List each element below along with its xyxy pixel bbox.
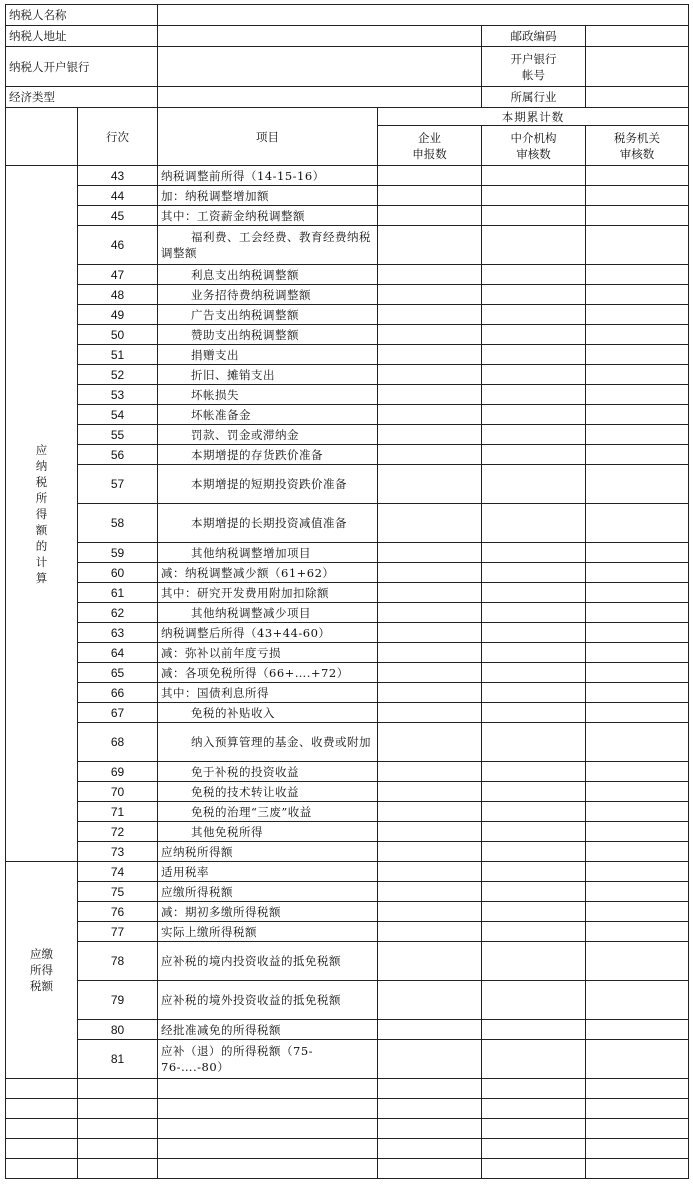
table-row	[6, 902, 689, 922]
row-item: 免税的技术转让收益	[158, 782, 378, 802]
agency-value[interactable]	[482, 365, 586, 385]
row-item: 坏帐损失	[158, 385, 378, 405]
row-number: 71	[78, 802, 158, 822]
row-item: 应补税的境内投资收益的抵免税额	[158, 942, 378, 981]
tax-value[interactable]	[586, 385, 689, 405]
row-item: 赞助支出纳税调整额	[158, 325, 378, 345]
tax-value[interactable]	[586, 762, 689, 782]
row-number: 72	[78, 822, 158, 842]
table-row	[6, 782, 689, 802]
agency-value[interactable]	[482, 1040, 586, 1079]
row-item: 其他纳税调整减少项目	[158, 603, 378, 623]
postal-code-field[interactable]	[586, 26, 689, 47]
tax-value[interactable]	[586, 643, 689, 663]
col-tax-line1: 税务机关	[614, 130, 660, 145]
agency-value[interactable]	[482, 563, 586, 583]
table-row	[6, 922, 689, 942]
row-item: 实际上缴所得税额	[158, 922, 378, 942]
enterprise-value[interactable]	[378, 405, 482, 425]
taxpayer-name-label: 纳税人名称	[6, 5, 158, 26]
tax-value[interactable]	[586, 723, 689, 762]
tax-value[interactable]	[586, 703, 689, 723]
enterprise-value[interactable]	[378, 305, 482, 325]
table-row	[6, 723, 689, 762]
agency-value[interactable]	[482, 902, 586, 922]
tax-value[interactable]	[586, 1020, 689, 1040]
enterprise-value[interactable]	[378, 663, 482, 683]
bank-line2: 帐号	[522, 67, 545, 82]
enterprise-value[interactable]	[378, 504, 482, 543]
row-number: 78	[78, 942, 158, 981]
table-row	[6, 882, 689, 902]
enterprise-value[interactable]	[378, 1020, 482, 1040]
row-item: 减：期初多缴所得税额	[158, 902, 378, 922]
tax-value[interactable]	[586, 305, 689, 325]
table-row	[6, 425, 689, 445]
agency-value[interactable]	[482, 206, 586, 226]
tax-value[interactable]	[586, 465, 689, 504]
row-number: 63	[78, 623, 158, 643]
enterprise-value[interactable]	[378, 345, 482, 365]
enterprise-value[interactable]	[378, 425, 482, 445]
tax-value[interactable]	[586, 842, 689, 862]
agency-value[interactable]	[482, 504, 586, 543]
agency-value[interactable]	[482, 683, 586, 703]
row-number: 80	[78, 1020, 158, 1040]
tax-value[interactable]	[586, 265, 689, 285]
row-item: 减：纳税调整减少额（61+62）	[158, 563, 378, 583]
enterprise-value[interactable]	[378, 822, 482, 842]
enterprise-value[interactable]	[378, 623, 482, 643]
row-item: 经批准减免的所得税额	[158, 1020, 378, 1040]
table-row	[6, 643, 689, 663]
bank-line1: 开户银行	[510, 51, 557, 66]
row-number: 55	[78, 425, 158, 445]
row-item: 坏帐准备金	[158, 405, 378, 425]
row-number: 50	[78, 325, 158, 345]
row-item: 折旧、摊销支出	[158, 365, 378, 385]
table-row	[6, 365, 689, 385]
agency-value[interactable]	[482, 226, 586, 265]
economic-type-label: 经济类型	[6, 87, 158, 108]
row-item: 罚款、罚金或滞纳金	[158, 425, 378, 445]
agency-value[interactable]	[482, 465, 586, 504]
row-item: 福利费、工会经费、教育经费纳税调整额	[158, 226, 378, 265]
row-number: 68	[78, 723, 158, 762]
header-row-name	[6, 5, 689, 26]
col-agency-line1: 中介机构	[510, 130, 557, 145]
tax-value[interactable]	[586, 623, 689, 643]
tax-value[interactable]	[586, 683, 689, 703]
row-number: 67	[78, 703, 158, 723]
row-item: 减：弥补以前年度亏损	[158, 643, 378, 663]
table-row	[6, 285, 689, 305]
row-number: 52	[78, 365, 158, 385]
row-number: 56	[78, 445, 158, 465]
enterprise-value[interactable]	[378, 703, 482, 723]
agency-value[interactable]	[482, 922, 586, 942]
taxpayer-address-field[interactable]	[158, 26, 482, 47]
row-item: 应缴所得税额	[158, 882, 378, 902]
agency-value[interactable]	[482, 882, 586, 902]
tax-value[interactable]	[586, 603, 689, 623]
agency-value[interactable]	[482, 405, 586, 425]
tax-value[interactable]	[586, 802, 689, 822]
tax-value[interactable]	[586, 563, 689, 583]
tax-value[interactable]	[586, 186, 689, 206]
row-item: 其他免税所得	[158, 822, 378, 842]
row-item: 免于补税的投资收益	[158, 762, 378, 782]
tax-value[interactable]	[586, 543, 689, 563]
agency-value[interactable]	[482, 583, 586, 603]
row-number: 49	[78, 305, 158, 325]
tax-value[interactable]	[586, 504, 689, 543]
economic-type-field[interactable]	[158, 87, 482, 108]
table-row	[6, 583, 689, 603]
row-item: 纳税调整后所得（43+44-60）	[158, 623, 378, 643]
enterprise-value[interactable]	[378, 166, 482, 186]
enterprise-value[interactable]	[378, 842, 482, 862]
row-number: 76	[78, 902, 158, 922]
row-number: 65	[78, 663, 158, 683]
col-enterprise	[378, 126, 482, 166]
table-row	[6, 265, 689, 285]
enterprise-value[interactable]	[378, 882, 482, 902]
agency-value[interactable]	[482, 1020, 586, 1040]
column-header-row-1	[6, 108, 689, 126]
table-row	[6, 405, 689, 425]
row-number: 43	[78, 166, 158, 186]
enterprise-value[interactable]	[378, 465, 482, 504]
row-number: 48	[78, 285, 158, 305]
header-row-bank	[6, 47, 689, 87]
row-number: 45	[78, 206, 158, 226]
row-item: 纳入预算管理的基金、收费或附加	[158, 723, 378, 762]
enterprise-value[interactable]	[378, 543, 482, 563]
enterprise-value[interactable]	[378, 563, 482, 583]
row-item: 减：各项免税所得（66+….+72）	[158, 663, 378, 683]
tax-value[interactable]	[586, 226, 689, 265]
table-row	[6, 981, 689, 1020]
industry-label: 所属行业	[482, 87, 586, 108]
blank-row	[6, 1099, 689, 1119]
agency-value[interactable]	[482, 643, 586, 663]
row-number: 59	[78, 543, 158, 563]
tax-value[interactable]	[586, 782, 689, 802]
col-cumulative: 本期累计数	[378, 108, 689, 126]
table-row	[6, 385, 689, 405]
row-item: 应补（退）的所得税额（75-76-….-80）	[158, 1040, 378, 1079]
agency-value[interactable]	[482, 265, 586, 285]
tax-value[interactable]	[586, 325, 689, 345]
tax-value[interactable]	[586, 425, 689, 445]
enterprise-value[interactable]	[378, 385, 482, 405]
row-number: 79	[78, 981, 158, 1020]
col-item: 项目	[158, 108, 378, 166]
row-number: 53	[78, 385, 158, 405]
row-item: 加：纳税调整增加额	[158, 186, 378, 206]
income-tax-return-table	[5, 4, 689, 1179]
row-item: 本期增提的长期投资减值准备	[158, 504, 378, 543]
header-row-type	[6, 87, 689, 108]
table-row	[6, 663, 689, 683]
taxpayer-name-field[interactable]	[158, 5, 689, 26]
tax-value[interactable]	[586, 445, 689, 465]
row-item: 利息支出纳税调整额	[158, 265, 378, 285]
tax-value[interactable]	[586, 663, 689, 683]
row-item: 其他纳税调整增加项目	[158, 543, 378, 563]
row-number: 54	[78, 405, 158, 425]
agency-value[interactable]	[482, 842, 586, 862]
tax-value[interactable]	[586, 922, 689, 942]
agency-value[interactable]	[482, 981, 586, 1020]
col-agency	[482, 126, 586, 166]
bank-account-field[interactable]	[586, 47, 689, 87]
enterprise-value[interactable]	[378, 902, 482, 922]
agency-value[interactable]	[482, 762, 586, 782]
enterprise-value[interactable]	[378, 762, 482, 782]
table-row	[6, 465, 689, 504]
blank-row	[6, 1119, 689, 1139]
agency-value[interactable]	[482, 166, 586, 186]
table-row	[6, 226, 689, 265]
row-number: 60	[78, 563, 158, 583]
row-item: 应补税的境外投资收益的抵免税额	[158, 981, 378, 1020]
enterprise-value[interactable]	[378, 942, 482, 981]
col-enterprise-line1: 企业	[418, 130, 441, 145]
table-row	[6, 563, 689, 583]
col-agency-line2: 审核数	[516, 146, 551, 161]
row-number: 75	[78, 882, 158, 902]
row-number: 77	[78, 922, 158, 942]
enterprise-value[interactable]	[378, 802, 482, 822]
row-item: 纳税调整前所得（14-15-16）	[158, 166, 378, 186]
row-number: 74	[78, 862, 158, 882]
section-tax-payable-label: 应缴 所得 税额	[6, 862, 78, 1079]
tax-value[interactable]	[586, 1040, 689, 1079]
agency-value[interactable]	[482, 345, 586, 365]
row-number: 51	[78, 345, 158, 365]
agency-value[interactable]	[482, 603, 586, 623]
enterprise-value[interactable]	[378, 1040, 482, 1079]
row-number: 81	[78, 1040, 158, 1079]
enterprise-value[interactable]	[378, 365, 482, 385]
agency-value[interactable]	[482, 723, 586, 762]
enterprise-value[interactable]	[378, 445, 482, 465]
agency-value[interactable]	[482, 285, 586, 305]
enterprise-value[interactable]	[378, 723, 482, 762]
row-number: 61	[78, 583, 158, 603]
agency-value[interactable]	[482, 325, 586, 345]
enterprise-value[interactable]	[378, 603, 482, 623]
enterprise-value[interactable]	[378, 683, 482, 703]
row-item: 其中：国债利息所得	[158, 683, 378, 703]
agency-value[interactable]	[482, 942, 586, 981]
enterprise-value[interactable]	[378, 265, 482, 285]
row-item: 免税的补贴收入	[158, 703, 378, 723]
blank-row	[6, 1159, 689, 1179]
blank-row	[6, 1079, 689, 1099]
col-tax	[586, 126, 689, 166]
tax-value[interactable]	[586, 365, 689, 385]
row-item: 其中：研究开发费用附加扣除额	[158, 583, 378, 603]
agency-value[interactable]	[482, 543, 586, 563]
row-item: 业务招待费纳税调整额	[158, 285, 378, 305]
table-row	[6, 1020, 689, 1040]
table-row	[6, 543, 689, 563]
table-row	[6, 862, 689, 882]
blank-corner-cell	[6, 108, 78, 166]
tax-value[interactable]	[586, 405, 689, 425]
col-tax-line2: 审核数	[619, 146, 655, 161]
row-number: 73	[78, 842, 158, 862]
row-item: 适用税率	[158, 862, 378, 882]
agency-value[interactable]	[482, 822, 586, 842]
table-row	[6, 802, 689, 822]
table-row	[6, 504, 689, 543]
row-item: 应纳税所得额	[158, 842, 378, 862]
table-row	[6, 1040, 689, 1079]
agency-value[interactable]	[482, 663, 586, 683]
enterprise-value[interactable]	[378, 226, 482, 265]
table-row	[6, 325, 689, 345]
table-row	[6, 623, 689, 643]
table-row	[6, 942, 689, 981]
agency-value[interactable]	[482, 703, 586, 723]
enterprise-value[interactable]	[378, 862, 482, 882]
enterprise-value[interactable]	[378, 325, 482, 345]
tax-value[interactable]	[586, 942, 689, 981]
row-number: 47	[78, 265, 158, 285]
tax-value[interactable]	[586, 285, 689, 305]
table-row	[6, 762, 689, 782]
table-row	[6, 603, 689, 623]
row-number: 57	[78, 465, 158, 504]
table-row	[6, 822, 689, 842]
row-number: 70	[78, 782, 158, 802]
row-number: 58	[78, 504, 158, 543]
bank-account-label	[482, 47, 586, 87]
enterprise-value[interactable]	[378, 922, 482, 942]
agency-value[interactable]	[482, 385, 586, 405]
agency-value[interactable]	[482, 623, 586, 643]
bank-label: 纳税人开户银行	[6, 47, 158, 87]
table-row	[6, 305, 689, 325]
agency-value[interactable]	[482, 305, 586, 325]
agency-value[interactable]	[482, 782, 586, 802]
row-number: 44	[78, 186, 158, 206]
row-item: 广告支出纳税调整额	[158, 305, 378, 325]
agency-value[interactable]	[482, 802, 586, 822]
row-item: 本期增提的存货跌价准备	[158, 445, 378, 465]
tax-value[interactable]	[586, 882, 689, 902]
enterprise-value[interactable]	[378, 186, 482, 206]
enterprise-value[interactable]	[378, 583, 482, 603]
col-enterprise-line2: 申报数	[412, 146, 447, 161]
agency-value[interactable]	[482, 862, 586, 882]
blank-row	[6, 1139, 689, 1159]
postal-code-label: 邮政编码	[482, 26, 586, 47]
table-row	[6, 842, 689, 862]
tax-value[interactable]	[586, 902, 689, 922]
row-item: 捐赠支出	[158, 345, 378, 365]
industry-field[interactable]	[586, 87, 689, 108]
tax-value[interactable]	[586, 862, 689, 882]
table-row	[6, 703, 689, 723]
row-item: 其中：工资薪金纳税调整额	[158, 206, 378, 226]
enterprise-value[interactable]	[378, 206, 482, 226]
taxpayer-address-label: 纳税人地址	[6, 26, 158, 47]
enterprise-value[interactable]	[378, 643, 482, 663]
table-row	[6, 445, 689, 465]
enterprise-value[interactable]	[378, 285, 482, 305]
row-number: 64	[78, 643, 158, 663]
agency-value[interactable]	[482, 425, 586, 445]
agency-value[interactable]	[482, 445, 586, 465]
tax-value[interactable]	[586, 981, 689, 1020]
tax-value[interactable]	[586, 583, 689, 603]
row-number: 62	[78, 603, 158, 623]
row-item: 本期增提的短期投资跌价准备	[158, 465, 378, 504]
table-row	[6, 345, 689, 365]
row-number: 66	[78, 683, 158, 703]
row-number: 46	[78, 226, 158, 265]
tax-value[interactable]	[586, 345, 689, 365]
section-taxable-income-label: 应 纳 税 所 得 额 的 计 算	[6, 166, 78, 862]
header-row-address	[6, 26, 689, 47]
bank-field[interactable]	[158, 47, 482, 87]
table-row	[6, 186, 689, 206]
tax-value[interactable]	[586, 822, 689, 842]
table-row	[6, 206, 689, 226]
tax-value[interactable]	[586, 166, 689, 186]
row-number: 69	[78, 762, 158, 782]
table-row	[6, 683, 689, 703]
tax-value[interactable]	[586, 206, 689, 226]
agency-value[interactable]	[482, 186, 586, 206]
enterprise-value[interactable]	[378, 782, 482, 802]
col-row-no: 行次	[78, 108, 158, 166]
row-item: 免税的治理“三废”收益	[158, 802, 378, 822]
enterprise-value[interactable]	[378, 981, 482, 1020]
table-row	[6, 166, 689, 186]
